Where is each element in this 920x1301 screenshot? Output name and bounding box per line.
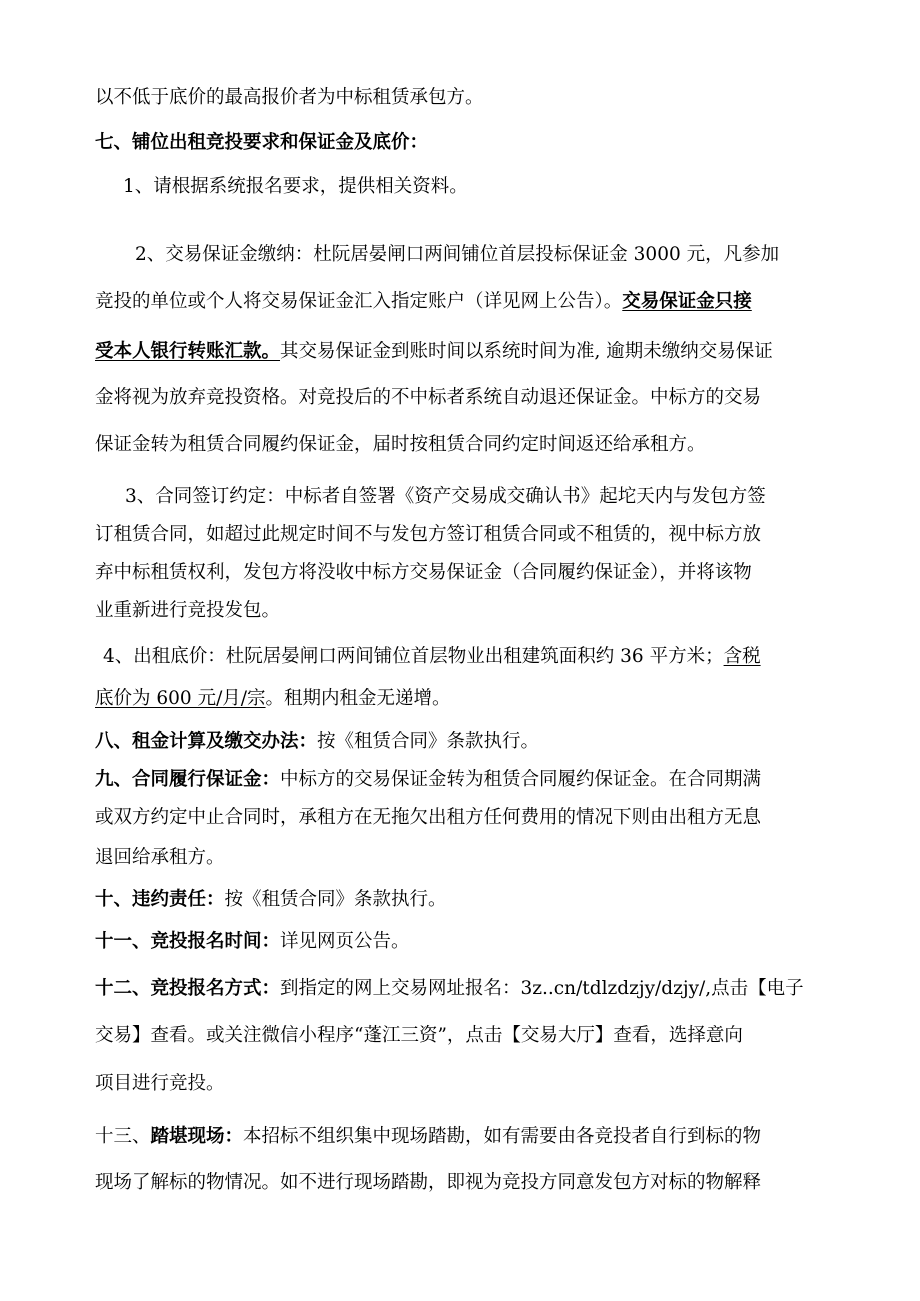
underlined-text: 含税 xyxy=(723,646,761,667)
body-text: 业重新进行竞投发包。 xyxy=(95,600,281,621)
section-heading: 九、合同履行保证金： xyxy=(95,769,281,790)
section-12-line-2 xyxy=(95,1024,743,1048)
section-12-line-3 xyxy=(95,1072,225,1096)
item-2-line-2 xyxy=(95,290,752,314)
item-2-line-3 xyxy=(95,340,773,364)
body-text: 以不低于底价的最高报价者为中标租赁承包方。 xyxy=(95,87,484,108)
item-2-line-1 xyxy=(135,243,779,267)
body-text: 4、出租底价：杜阮居晏闸口两间铺位首层物业出租建筑面积约 36 平方米； xyxy=(103,646,724,667)
section-13-line-2 xyxy=(95,1171,761,1195)
body-text: 3、合同签订约定：中标者自签署《资产交易成交确认书》起坨天内与发包方签 xyxy=(125,486,766,507)
body-text: 现场了解标的物情况。如不进行现场踏勘，即视为竞投方同意发包方对标的物解释 xyxy=(95,1172,762,1193)
section-7-heading xyxy=(95,131,428,155)
body-text: 项目进行竞投。 xyxy=(95,1073,225,1094)
body-text: 其交易保证金到账时间以系统时间为准, 逾期未缴纳交易保证 xyxy=(280,341,773,362)
section-heading: 十、违约责任： xyxy=(95,889,225,910)
body-text: 1、请根据系统报名要求，提供相关资料。 xyxy=(123,176,468,197)
body-text: 订租赁合同，如超过此规定时间不与发包方签订租赁合同或不租赁的，视中标方放 xyxy=(95,524,762,545)
section-heading: 踏堪现场： xyxy=(150,1126,244,1147)
body-text: 交易】查看。或关注微信小程序“蓬江三资”，点击【交易大厅】查看，选择意向 xyxy=(95,1025,743,1046)
body-text: 详见网页公告。 xyxy=(280,931,410,952)
section-10 xyxy=(95,888,447,912)
emphasis-text: 受本人银行转账汇款。 xyxy=(95,341,281,362)
item-3-line-1 xyxy=(125,485,766,509)
item-3-line-2 xyxy=(95,523,761,547)
body-text: 。租期内租金无递增。 xyxy=(265,688,451,709)
section-13-line-1 xyxy=(95,1125,761,1149)
section-heading: 八、租金计算及缴交办法： xyxy=(95,731,318,752)
item-1 xyxy=(123,175,468,199)
body-text: 中标方的交易保证金转为租赁合同履约保证金。在合同期满 xyxy=(280,769,762,790)
body-text: 金将视为放弃竞投资格。对竞投后的不中标者系统自动退还保证金。中标方的交易 xyxy=(95,387,762,408)
section-heading: 十二、竞投报名方式： xyxy=(95,978,281,999)
item-4-line-1 xyxy=(103,645,761,669)
underlined-text: 底价为 600 元/月/宗 xyxy=(95,688,266,709)
body-text: 到指定的网上交易网址报名：3z..cn/tdlzdzjy/dzjy/,点击【电子 xyxy=(280,978,804,999)
body-text: 弃中标租赁权利，发包方将没收中标方交易保证金（合同履约保证金），并将该物 xyxy=(95,562,752,583)
line-bidding-rule xyxy=(95,86,484,110)
body-text: 2、交易保证金缴纳：杜阮居晏闸口两间铺位首层投标保证金 3000 元，凡参加 xyxy=(135,244,780,265)
item-2-line-5 xyxy=(95,433,706,457)
section-11 xyxy=(95,930,410,954)
emphasis-text: 交易保证金只接 xyxy=(622,291,752,312)
section-12-line-1 xyxy=(95,977,804,1001)
item-2-line-4 xyxy=(95,386,761,410)
item-3-line-3 xyxy=(95,561,752,585)
body-text: 保证金转为租赁合同履约保证金，届时按租赁合同约定时间返还给承租方。 xyxy=(95,434,706,455)
body-text: 本招标不组织集中现场踏勘，如有需要由各竞投者自行到标的物 xyxy=(243,1126,762,1147)
body-text: 按《租赁合同》条款执行。 xyxy=(224,889,447,910)
body-text: 按《租赁合同》条款执行。 xyxy=(317,731,540,752)
section-heading: 十一、竞投报名时间： xyxy=(95,931,281,952)
item-4-line-2 xyxy=(95,687,451,711)
body-text: 竞投的单位或个人将交易保证金汇入指定账户（详见网上公告）。 xyxy=(95,291,623,312)
section-9-line-1 xyxy=(95,768,761,792)
section-number: 十三、 xyxy=(95,1126,151,1147)
section-9-line-2 xyxy=(95,806,761,830)
item-3-line-4 xyxy=(95,599,280,623)
section-heading: 七、铺位出租竞投要求和保证金及底价： xyxy=(95,132,429,153)
section-9-line-3 xyxy=(95,846,225,870)
section-8 xyxy=(95,730,539,754)
body-text: 或双方约定中止合同时，承租方在无拖欠出租方任何费用的情况下则由出租方无息 xyxy=(95,807,762,828)
body-text: 退回给承租方。 xyxy=(95,847,225,868)
